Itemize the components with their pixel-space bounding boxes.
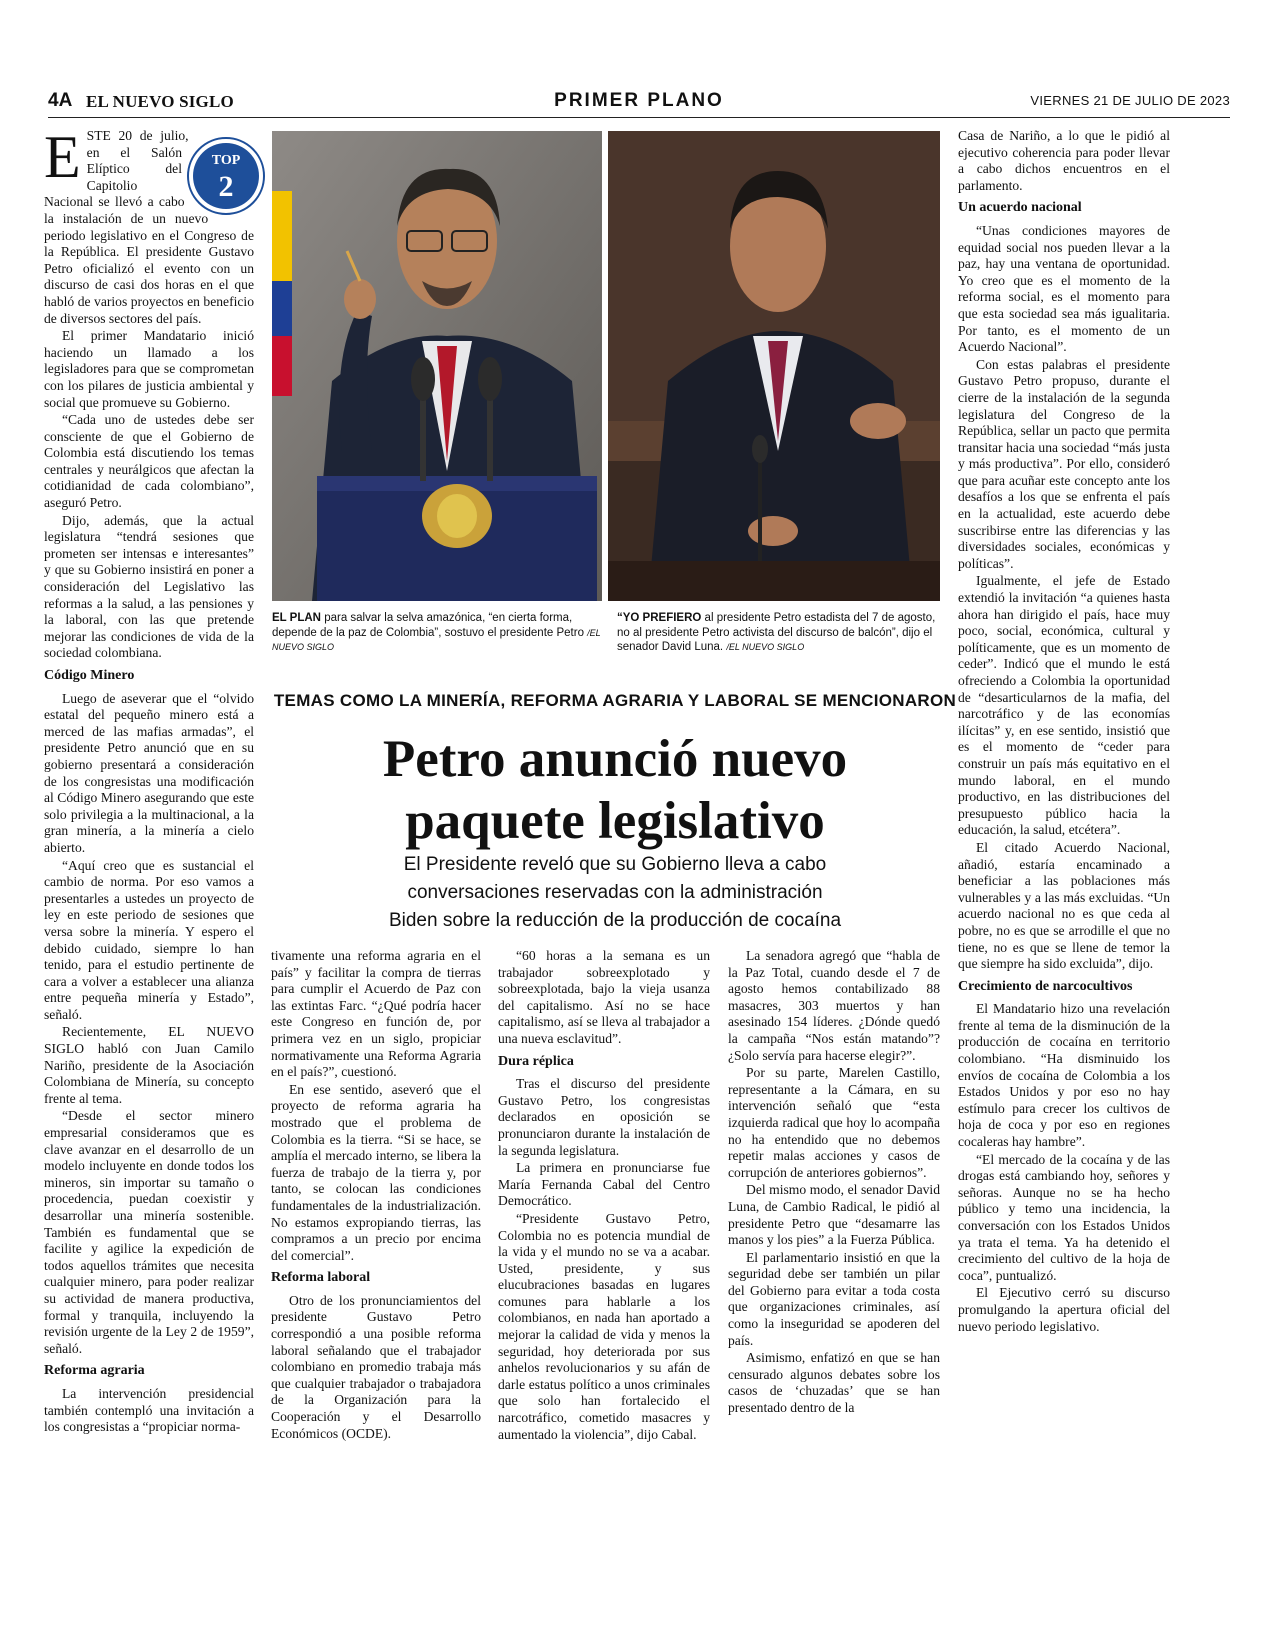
paragraph: La primera en pronunciarse fue María Fernanda Cabal del Centro Democrático. [498,1160,710,1209]
newspaper-name: EL NUEVO SIGLO [86,92,234,111]
paragraph: La intervención presidencial también contempló una invitación a los congresistas a “propiciar norma- [44,1385,254,1435]
paragraph: El Ejecutivo cerró su discurso promulgando la apertura oficial del nuevo periodo legislativo. [958,1285,1170,1334]
paragraph: Otro de los pronunciamientos del presidente Gustavo Petro correspondió a una posible reforma laboral señalando que el trabajador colombiano en promedio trabaja más que cualquier trabajador o trabajadora de la Organización para la Cooperación y el Desarrollo Económicos (OCDE). [271,1292,481,1441]
deck-line-3: Biden sobre la reducción de la producción de cocaína [388,910,842,931]
paragraph: Casa de Nariño, a lo que le pidió al ejecutivo coherencia para poder llevar a cabo dichos encuentros en el parlamento. [958,128,1170,193]
photo-credit: /EL NUEVO SIGLO [272,627,601,652]
photo-luna-image [608,131,940,601]
caption-text: al presidente Petro estadista del 7 de agosto, no al presidente Petro activista del discurso de balcón”, dijo el senador David Luna. [617,612,936,653]
top-badge-label: TOP [211,153,241,168]
lead-paragraph [44,124,254,327]
photo-luna-caption [617,611,942,655]
paragraph: STE 20 de julio, en el Salón Elíptico del Capitolio Nacional se llevó a cabo la instalación de un nuevo periodo legislativo en el Congreso de la República. El presidente Gustavo Petro oficializó el evento con un discurso de casi dos horas en el que habló de varios proyectos en beneficio de diversos sectores del país. [44,128,254,326]
article-deck [270,851,960,935]
caption-lead: EL PLAN [272,612,321,624]
caption-text: para salvar la selva amazónica, “en cierta forma, depende de la paz de Colombia”, sostuvo el presidente Petro [272,612,588,639]
column-5 [958,128,1170,1336]
column-4 [728,948,940,1418]
subheading-narcocultivos: Crecimiento de narcocultivos [958,978,1133,994]
paragraph: La senadora agregó que “habla de la Paz Total, cuando desde el 7 de agosto hemos contabilizado 88 masacres, 303 muertos y han asesinado 154 líderes. ¿Dónde quedó la campaña “Nos están matando”? ¿Solo servía para hacerse elegir?”. [728,948,940,1063]
subheading-acuerdo-nacional: Un acuerdo nacional [958,200,1082,216]
subheading-reforma-agraria: Reforma agraria [44,1363,145,1379]
paragraph: Con estas palabras el presidente Gustavo Petro propuso, durante el cierre de la instalación de la segunda legislatura del Congreso de la República, sellar un pacto que permita transitar hacia una sociedad “más justa y más productiva”. Por ello, consideró que para acuñar este concepto ante los desafíos a los que se enfrenta el país en la actualidad, este acuerdo debe suscribirse entre las diferencias y las diversidades sociales, económicas y políticas”. [958,356,1170,571]
paragraph: “Cada uno de ustedes debe ser consciente de que el Gobierno de Colombia está discutiendo los temas centrales y neurálgicos que afectan la cotidianidad de cada colombiano”, aseguró Petro. [44,412,254,511]
photo-credit: /EL NUEVO SIGLO [726,642,805,652]
paragraph: Por su parte, Marelen Castillo, representante a la Cámara, en su intervención señaló que “esta izquierda radical que hoy lo acompaña no ha entendido que no debemos repetir malas acciones y casos de corrupción de anteriores gobiernos”. [728,1065,940,1180]
paragraph: El parlamentario insistió en que la seguridad debe ser también un pilar del Gobierno para evitar a toda costa que organizaciones criminales, así como la inseguridad se apoderen del país. [728,1249,940,1348]
paragraph: Tras el discurso del presidente Gustavo Petro, los congresistas declarados en oposición se pronunciaron durante la instalación de la segunda legislatura. [498,1076,710,1158]
subheading-codigo-minero: Código Minero [44,668,135,683]
column-1 [44,124,254,1437]
drop-cap: E [44,124,81,190]
header-rule [48,117,1230,118]
photo-petro-caption [272,611,602,655]
page-header [48,90,1230,114]
paragraph: El primer Mandatario inició haciendo un llamado a los legisladores para que se comprometan con los pilares de justicia ambiental y social que promueve su Gobierno. [44,328,254,410]
paragraph: Del mismo modo, el senador David Luna, de Cambio Radical, le pidió al presidente Petro que “desamarre las manos y los pies” a la Fuerza Pública. [728,1182,940,1248]
paragraph: El citado Acuerdo Nacional, añadió, estaría encaminado a beneficiar a las poblaciones más vulnerables y a las más excluidas. “Un acuerdo nacional no es que ceda al pobre, no es que se arrodille el que no tiene, no es que se llene de temor la que siempre ha sido excluida”, dijo. [958,839,1170,972]
paragraph: El Mandatario hizo una revelación frente al tema de la disminución de la producción de cocaína en territorio colombiano. “Ha disminuido los envíos de cocaína de Colombia a los Estados Unidos y por eso no hay estímulo para crecer los cultivos de hoja de coca y por eso en regiones cocaleras hay hambre”. [958,1001,1170,1150]
paragraph: Igualmente, el jefe de Estado extendió la invitación “a quienes hasta ahora han dirigido el país, hace muy poco, social, económica, cultural y políticamente, que es un momento de ceder”. Indicó que el mundo le está ofreciendo a Colombia la oportunidad de “desarticularnos de la mafia, del narcotráfico y de las economías ilícitas” y, en ese sentido, insistió que es el momento de “ceder para construir un país más equitativo en el mundo laboral, en el mundo productivo, en las distribuciones del presupuesto público hacia la educación, la salud, etcétera”. [958,573,1170,838]
top-badge-icon [186,136,266,216]
issue-date: VIERNES 21 DE JULIO DE 2023 [1030,93,1230,108]
paragraph: “Unas condiciones mayores de equidad social nos pueden llevar a la paz, hay una ventana de oportunidad. Yo creo que es el momento de la reforma social, es el momento para que esta sociedad sea más igualitaria. Por tanto, es el momento de un Acuerdo Nacional”. [958,222,1170,355]
column-3 [498,948,710,1444]
top-2-badge [186,136,266,216]
photo-luna [608,131,940,601]
paragraph: “Desde el sector minero empresarial consideramos que es clave avanzar en el desarrollo de un modelo incluyente en donde todos los mineros, sin importar su tamaño o procedencia, puedan coexistir y desarrollar una minería sostenible. También es fundamental que se facilite y agilice la expedición de todos aquellos trámites que necesita cualquier minero, para poder realizar su actividad de manera productiva, formal y tranquila, incluyendo la revisión urgente de la Ley 2 de 1959”, señaló. [44,1108,254,1356]
subheading-dura-replica: Dura réplica [498,1053,574,1069]
headline-line-2: paquete legislativo [405,792,825,850]
headline-line-1: Petro anunció nuevo [382,730,848,788]
photo-petro-image [272,131,602,601]
paragraph: “60 horas a la semana es un trabajador sobreexplotado y sobreexplotada, bajo la vieja usanza del capitalismo. Así no se hace capitalismo, así se lleva al trabajador a una nueva esclavitud”. [498,948,710,1046]
photo-petro [272,131,602,601]
top-badge-number: 2 [218,170,234,203]
article-kicker: TEMAS COMO LA MINERÍA, REFORMA AGRARIA Y LABORAL SE MENCIONARON [273,691,957,710]
paragraph: Dijo, además, que la actual legislatura “tendrá sesiones que prometen ser intensas e interesantes” y que su Gobierno insistirá en poner a consideración del Legislativo las reformas a la salud, a las pensiones y la laboral, con las que pretende mejorar las condiciones de vida de la sociedad colombiana. [44,512,254,661]
paragraph: tivamente una reforma agraria en el país” y facilitar la compra de tierras para cumplir el Acuerdo de Paz con las extintas Farc. “¿Qué podría hacer este Congreso en función de, por primera vez en un siglo, propiciar normativamente una Reforma Agraria en el país?”, cuestionó. [271,948,481,1080]
paragraph: Recientemente, EL NUEVO SIGLO habló con Juan Camilo Nariño, presidente de la Asociación Colombiana de Minería, su concepto frente al tema. [44,1024,254,1106]
caption-lead: “YO PREFIERO [617,612,702,624]
column-2 [271,948,481,1443]
paragraph: Asimismo, enfatizó en que se han censurado algunos debates sobre los casos de ‘chuzadas’ que se han presentado dentro de la [728,1350,940,1416]
section-title: PRIMER PLANO [554,90,724,111]
deck-line-2: conversaciones reservadas con la administración [407,882,823,903]
paragraph: “Presidente Gustavo Petro, Colombia no es potencia mundial de la vida y el mundo no se va a acabar. Usted, presidente, y sus elucubraciones basadas en lugares comunes para hablarle a los colombianos, en nada han aportado a mejorar la calidad de vida y menos la seguridad, hoy deteriorada por sus anhelos revolucionarios y su afán de darle estatus político a unos criminales que solo han fortalecido el narcotráfico, cometido masacres y aumentado la violencia”, dijo Cabal. [498,1210,710,1442]
page-number: 4A [48,90,73,111]
deck-line-1: El Presidente reveló que su Gobierno lleva a cabo [403,854,827,875]
paragraph: Luego de aseverar que el “olvido estatal del pequeño minero está a merced de las mafias armadas”, el presidente Petro anunció que en su gobierno presentará a consideración de los congresistas una modificación al Código Minero asegurando que este solo privilegia a la multinacional, a la gran minería, a la minería a cielo abierto. [44,690,254,855]
paragraph: “El mercado de la cocaína y de las drogas está cambiando hoy, señores y señoras. Aunque no se ha hecho público y temo una incidencia, la conversación con los Estados Unidos ya trata el tema. Ya ha detenido el crecimiento del cultivo de la hoja de coca”, puntualizó. [958,1151,1170,1283]
article-headline [270,728,960,852]
paragraph: En ese sentido, aseveró que el proyecto de reforma agraria ha mostrado que el problema de Colombia es la tierra. “Si se hace, se amplía el mercado interno, se libera la fuerza de trabajo de la tierra y, por tanto, se colocan las condiciones fundamentales de la industrialización. No estamos expropiando tierras, las compramos a un precio por encima del comercial”. [271,1081,481,1263]
subheading-reforma-laboral: Reforma laboral [271,1270,371,1286]
paragraph: “Aquí creo que es sustancial el cambio de norma. Por eso vamos a presentarles a ustedes un proyecto de ley en este periodo de sesiones que versa sobre la minería. Y espero el debido cuidado, siempre lo han tenido, para el estudio pertinente de cara a volver a establecer una alianza entre pequeña minería y Estado”, señaló. [44,857,254,1022]
